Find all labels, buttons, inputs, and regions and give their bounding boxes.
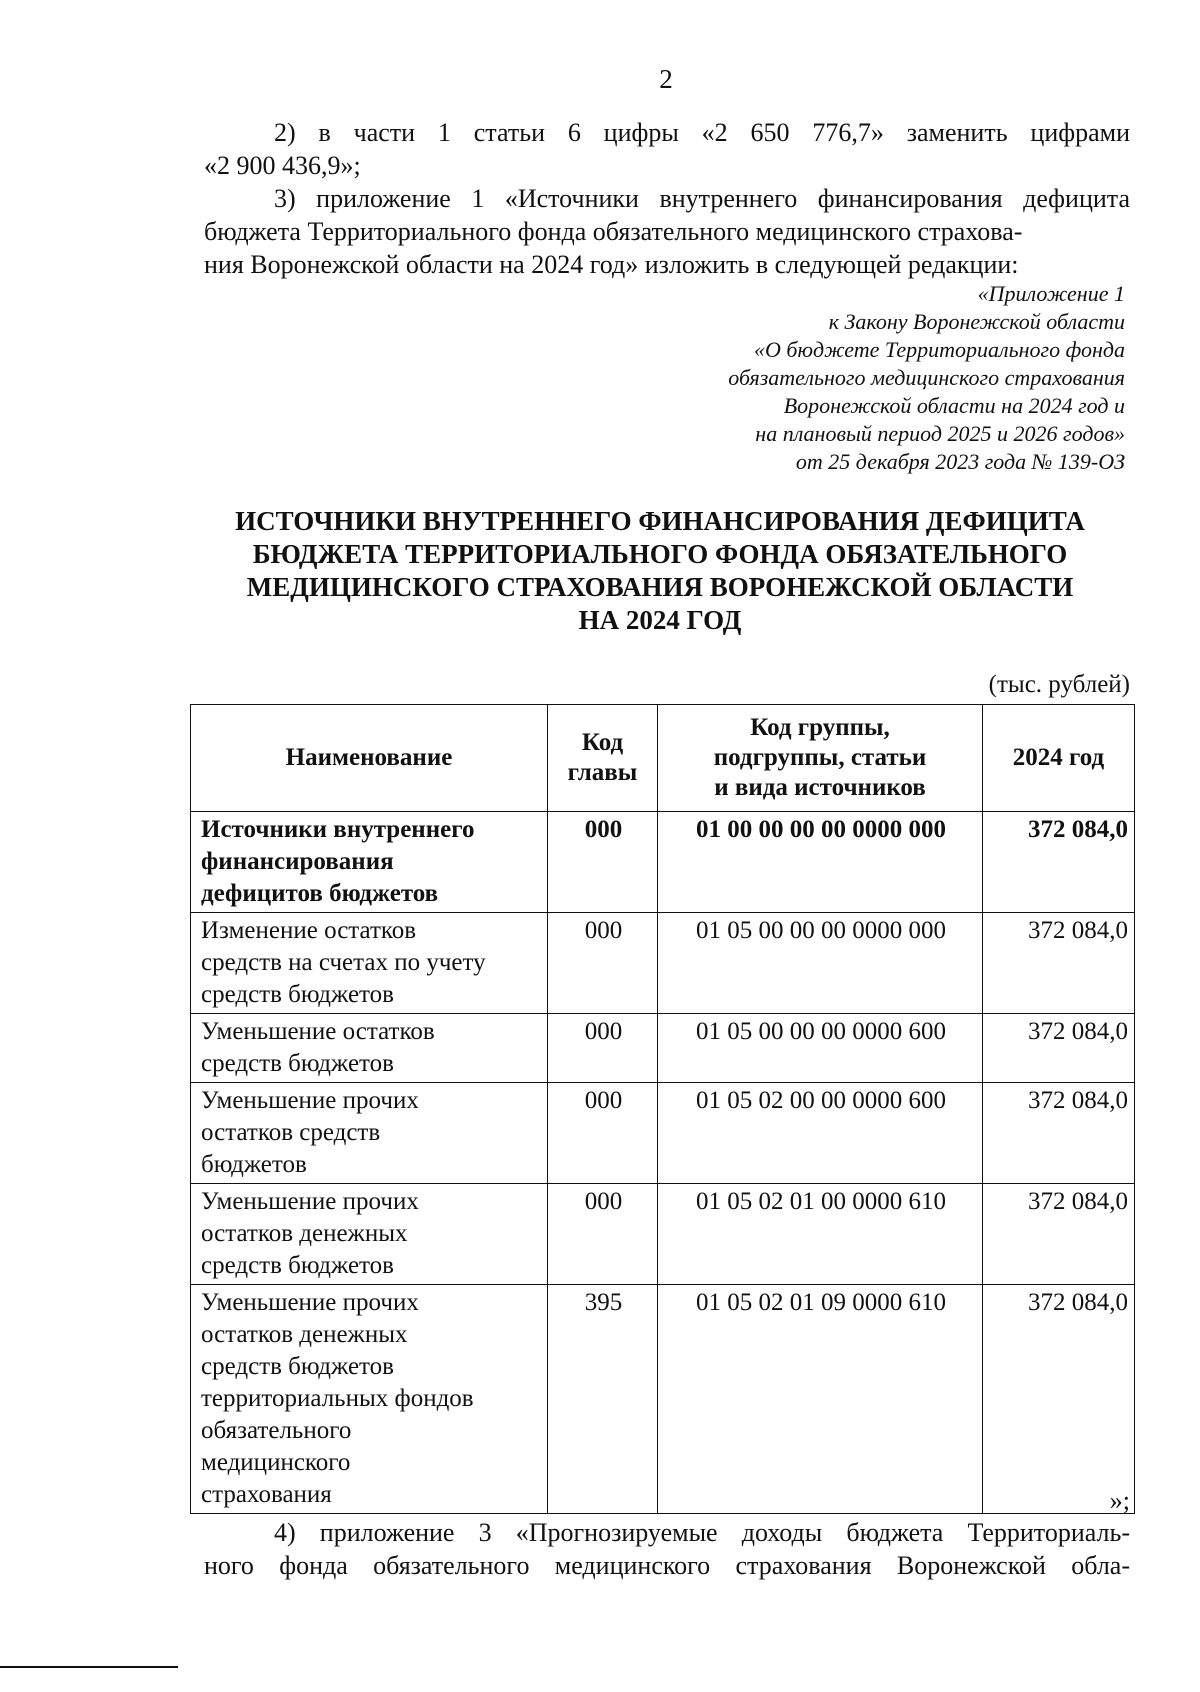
- row-amount: 372 084,0: [983, 913, 1135, 1014]
- table-row: [191, 913, 1135, 1014]
- row-amount: 372 084,0: [983, 812, 1135, 913]
- row-name-line: Уменьшение остатков: [201, 1018, 435, 1045]
- document-title: [180, 505, 1140, 637]
- header-year-text: 2024 год: [1012, 744, 1105, 771]
- table-row: [191, 1083, 1135, 1184]
- table-row: [191, 812, 1135, 913]
- row-chapter: 395: [548, 1285, 658, 1514]
- row-code: 01 00 00 00 00 0000 000: [658, 812, 983, 913]
- row-chapter: 000: [548, 812, 658, 913]
- table-row: [191, 1285, 1135, 1514]
- row-code: 01 05 02 01 00 0000 610: [658, 1184, 983, 1285]
- amendment-paragraph-4-line-1: 4) приложение 3 «Прогнозируемые доходы бюджета Территориаль-: [274, 1518, 1130, 1547]
- amendment-paragraph-3-line-1: 3) приложение 1 «Источники внутреннего финансирования дефицита: [274, 184, 1130, 213]
- row-name-line: остатков денежных: [201, 1321, 408, 1348]
- row-name-line: Уменьшение прочих: [201, 1289, 419, 1316]
- closing-quote: »;: [1109, 1486, 1130, 1515]
- row-name-line: дефицитов бюджетов: [201, 880, 439, 907]
- row-name-line: средств бюджетов: [201, 1050, 394, 1077]
- row-name-line: бюджетов: [201, 1151, 307, 1178]
- row-name-line: финансирования: [201, 848, 394, 875]
- row-name-line: остатков денежных: [201, 1220, 408, 1247]
- amendment-paragraph-3-line-3: ния Воронежской области на 2024 год» изложить в следующей редакции:: [204, 250, 1019, 279]
- annex-line: на плановый период 2025 и 2026 годов»: [755, 421, 1125, 446]
- row-name: [191, 812, 548, 913]
- row-name: [191, 1083, 548, 1184]
- row-name-line: средств бюджетов: [201, 1353, 394, 1380]
- row-name: [191, 913, 548, 1014]
- header-code-line: и вида источников: [714, 774, 926, 801]
- row-name: [191, 1184, 548, 1285]
- header-name-text: Наименование: [285, 744, 453, 771]
- row-name-line: Уменьшение прочих: [201, 1188, 419, 1215]
- row-name: [191, 1014, 548, 1083]
- annex-line: к Закону Воронежской области: [828, 309, 1125, 334]
- row-code: 01 05 00 00 00 0000 600: [658, 1014, 983, 1083]
- header-code-line: Код группы,: [750, 714, 890, 741]
- row-name-line: Изменение остатков: [201, 917, 417, 944]
- amendment-paragraph-3: [204, 182, 1130, 281]
- annex-line: «О бюджете Территориального фонда: [754, 337, 1125, 362]
- header-source-code: [658, 705, 983, 812]
- annex-line: обязательного медицинского страхования: [728, 365, 1125, 390]
- annex-line: «Приложение 1: [977, 281, 1125, 306]
- financing-sources-table: [190, 704, 1135, 1514]
- footer-rule: [0, 1666, 178, 1668]
- row-amount: 372 084,0: [983, 1014, 1135, 1083]
- header-chapter-line: главы: [567, 759, 638, 786]
- table-row: [191, 1014, 1135, 1083]
- row-name-line: территориальных фондов: [201, 1385, 474, 1412]
- annex-line: Воронежской области на 2024 год и: [783, 393, 1125, 418]
- header-chapter-code: [548, 705, 658, 812]
- table-header-row: [191, 705, 1135, 812]
- row-name-line: средств бюджетов: [201, 1252, 394, 1279]
- title-line: БЮДЖЕТА ТЕРРИТОРИАЛЬНОГО ФОНДА ОБЯЗАТЕЛЬНОГО: [252, 539, 1068, 569]
- row-name-line: Уменьшение прочих: [201, 1087, 419, 1114]
- amendment-paragraph-2-line-1: 2) в части 1 статьи 6 цифры «2 650 776,7» заменить цифрами: [274, 118, 1130, 147]
- row-name-line: средств на счетах по учету: [201, 949, 486, 976]
- row-amount: 372 084,0: [983, 1184, 1135, 1285]
- amendment-paragraph-2-line-2: «2 900 436,9»;: [204, 151, 361, 180]
- header-chapter-line: Код: [581, 729, 624, 756]
- row-name-line: страхования: [201, 1481, 332, 1508]
- amendment-paragraph-4: [204, 1516, 1130, 1582]
- title-line: НА 2024 ГОД: [578, 605, 742, 635]
- row-amount: 372 084,0: [983, 1285, 1135, 1514]
- row-chapter: 000: [548, 1184, 658, 1285]
- header-year: [983, 705, 1135, 812]
- units-label: (тыс. рублей): [988, 671, 1130, 698]
- amendment-paragraph-4-line-2: ного фонда обязательного медицинского страхования Воронежской обла-: [204, 1551, 1130, 1580]
- row-chapter: 000: [548, 1014, 658, 1083]
- title-line: ИСТОЧНИКИ ВНУТРЕННЕГО ФИНАНСИРОВАНИЯ ДЕФИЦИТА: [235, 506, 1085, 536]
- table-row: [191, 1184, 1135, 1285]
- row-chapter: 000: [548, 913, 658, 1014]
- row-code: 01 05 00 00 00 0000 000: [658, 913, 983, 1014]
- row-name-line: остатков средств: [201, 1119, 381, 1146]
- row-amount: 372 084,0: [983, 1083, 1135, 1184]
- title-line: МЕДИЦИНСКОГО СТРАХОВАНИЯ ВОРОНЕЖСКОЙ ОБЛАСТИ: [246, 572, 1074, 602]
- page-number: 2: [659, 64, 673, 94]
- annex-line: от 25 декабря 2023 года № 139-ОЗ: [795, 449, 1125, 474]
- amendment-paragraph-2: [204, 116, 1130, 182]
- row-code: 01 05 02 01 09 0000 610: [658, 1285, 983, 1514]
- header-name: [191, 705, 548, 812]
- row-name-line: обязательного: [201, 1417, 352, 1444]
- row-name-line: средств бюджетов: [201, 981, 394, 1008]
- row-chapter: 000: [548, 1083, 658, 1184]
- row-name: [191, 1285, 548, 1514]
- row-name-line: медицинского: [201, 1449, 351, 1476]
- row-name-line: Источники внутреннего: [201, 816, 475, 843]
- annex-reference-block: [565, 280, 1125, 476]
- row-code: 01 05 02 00 00 0000 600: [658, 1083, 983, 1184]
- amendment-paragraph-3-line-2: бюджета Территориального фонда обязательного медицинского страхова-: [204, 217, 1023, 246]
- header-code-line: подгруппы, статьи: [713, 744, 927, 771]
